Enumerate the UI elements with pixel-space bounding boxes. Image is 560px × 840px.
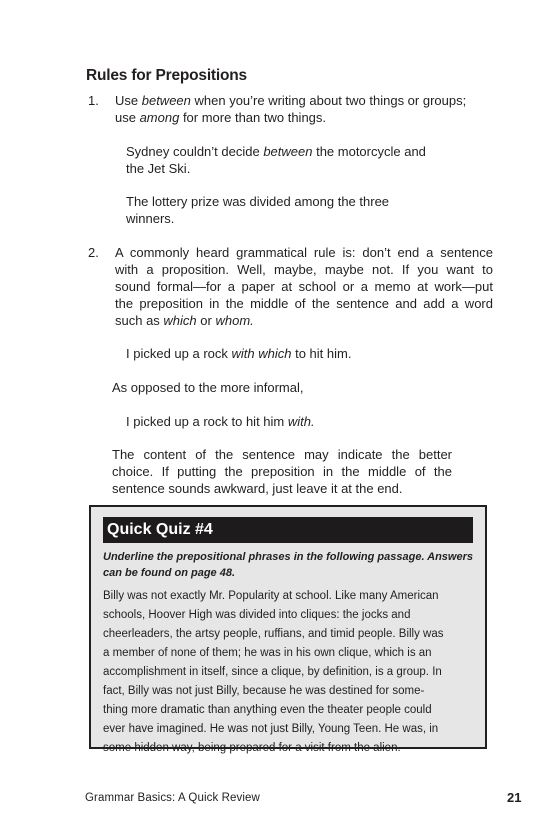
emphasis-text: between xyxy=(263,144,313,159)
rule-line xyxy=(115,92,493,109)
emphasis-text: which xyxy=(163,313,197,328)
rule-text xyxy=(115,244,493,329)
emphasis-text: between xyxy=(141,93,191,108)
example-line: winners. xyxy=(126,211,175,226)
page-number: 21 xyxy=(507,790,522,805)
section-title: Rules for Prepositions xyxy=(86,67,247,84)
paragraph-line: choice. If putting the preposition in the middle of the xyxy=(112,464,452,479)
text-run: Use xyxy=(115,93,142,108)
example-line xyxy=(126,345,456,362)
text-run: when you’re writing about two things or groups; xyxy=(190,93,467,108)
passage-line: thing more dramatic than anything even the theater people could xyxy=(103,704,432,716)
example-line: As opposed to the more informal, xyxy=(112,380,304,395)
paragraph-line: sentence sounds awkward, just leave it at the end. xyxy=(112,481,403,496)
rule-line: sound formal—for a paper at school or a memo at work—put xyxy=(115,279,493,294)
rule-number: 1. xyxy=(88,93,99,108)
emphasis-text: among xyxy=(139,110,180,125)
example-sentence-3 xyxy=(126,345,456,362)
text-run: or xyxy=(196,313,216,328)
footer-book-title: Grammar Basics: A Quick Review xyxy=(85,792,260,804)
rule-line: with a proposition. Well, maybe, maybe not. If you want to xyxy=(115,262,493,277)
emphasis-text: whom. xyxy=(215,313,254,328)
rule-number: 2. xyxy=(88,245,99,260)
emphasis-text: with which xyxy=(231,346,292,361)
text-run: to hit him. xyxy=(291,346,352,361)
passage-line: Billy was not exactly Mr. Popularity at school. Like many American xyxy=(103,590,439,602)
passage-line: cheerleaders, the artsy people, ruffians, and timid people. Billy was xyxy=(103,628,444,640)
example-sentence-2 xyxy=(126,193,456,227)
text-run: use xyxy=(115,110,140,125)
text-run: for more than two things. xyxy=(179,110,327,125)
example-line xyxy=(126,413,456,430)
quick-quiz-box xyxy=(89,505,487,754)
instruction-line: can be found on page 48. xyxy=(103,567,236,579)
text-run: the motorcycle and xyxy=(312,144,426,159)
rule-line xyxy=(115,109,493,126)
passage-line: a member of none of them; he was in his own clique, which is an xyxy=(103,647,432,659)
passage-line: fact, Billy was not just Billy, because he was destined for some- xyxy=(103,685,425,697)
example-sentence-4 xyxy=(126,413,456,430)
rule-line xyxy=(115,312,493,329)
text-run: I picked up a rock to hit him xyxy=(126,414,288,429)
text-run: I picked up a rock xyxy=(126,346,232,361)
example-sentence-1 xyxy=(126,143,456,177)
text-run: Sydney couldn’t decide xyxy=(126,144,264,159)
rule-text xyxy=(115,92,493,126)
closing-paragraph xyxy=(112,446,452,497)
passage-line: accomplishment in itself, since a clique, by definition, is a group. In xyxy=(103,666,442,678)
rule-line: A commonly heard grammatical rule is: don’t end a sentence xyxy=(115,245,493,260)
transition-text xyxy=(112,379,442,396)
example-line: The lottery prize was divided among the three xyxy=(126,194,390,209)
instruction-line: Underline the prepositional phrases in the following passage. Answers xyxy=(103,551,473,563)
quiz-title: Quick Quiz #4 xyxy=(103,517,473,543)
example-line xyxy=(126,143,456,160)
paragraph-line: The content of the sentence may indicate the better xyxy=(112,447,452,462)
rule-line: the preposition in the middle of the sentence and add a word xyxy=(115,296,493,311)
quiz-instructions xyxy=(103,549,475,581)
example-line: the Jet Ski. xyxy=(126,161,191,176)
passage-line: ever have imagined. He was not just Billy, Young Teen. He was, in xyxy=(103,723,439,735)
passage-line: some hidden way, being prepared for a visit from the alien. xyxy=(103,742,401,754)
text-run: such as xyxy=(115,313,164,328)
emphasis-text: with. xyxy=(287,414,315,429)
quiz-passage xyxy=(103,587,475,758)
passage-line: schools, Hoover High was divided into cliques: the jocks and xyxy=(103,609,411,621)
